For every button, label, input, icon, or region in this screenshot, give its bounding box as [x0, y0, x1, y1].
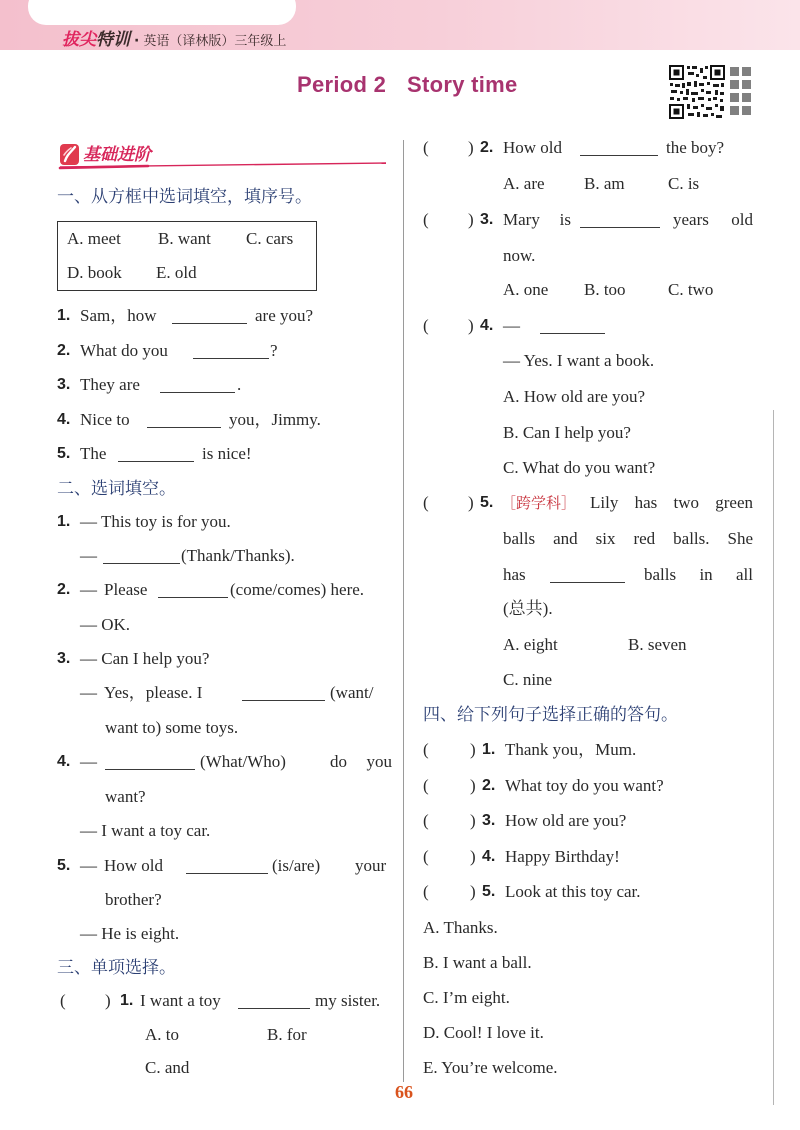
- book-subtitle: 英语（译林版）三年级上: [143, 34, 287, 49]
- p4-item1-paren-open: (: [423, 740, 429, 759]
- p1-q4-text: Nice to: [80, 410, 130, 429]
- cross-subject-tag: ［跨学科］: [501, 494, 577, 512]
- p1-q4-number: 4.: [57, 411, 71, 428]
- p1-q4-text-end: you，Jimmy.: [229, 410, 321, 429]
- p2-q4-blank: [105, 769, 195, 770]
- p4-answer-a: A. Thanks.: [423, 918, 498, 937]
- p3-q5-line4: (总共).: [503, 599, 553, 618]
- p2-q4-number: 4.: [57, 753, 71, 770]
- p3-q4-paren-open: (: [423, 316, 429, 335]
- p3-q2-text-end: the boy?: [666, 138, 725, 157]
- p3-q3-paren-open: (: [423, 210, 429, 229]
- p3-q3-paren-close: ): [468, 210, 474, 229]
- p3-q3-text-end: years old: [673, 210, 753, 229]
- p4-item2-number: 2.: [482, 777, 496, 794]
- section-badge: 基础进阶: [83, 145, 151, 165]
- p3-q5-line3-end: balls in all: [644, 565, 753, 584]
- p3-q2-option-b: B. am: [584, 174, 625, 193]
- p4-item4-paren-close: ): [470, 847, 476, 866]
- p3-q4-number: 4.: [480, 317, 494, 334]
- p3-q5-option-c: C. nine: [503, 670, 553, 689]
- part3-heading: 三、单项选择。: [57, 958, 176, 978]
- p1-q5-number: 5.: [57, 445, 71, 462]
- p3-q1-text-end: my sister.: [315, 991, 381, 1010]
- p2-q3-blank: [242, 700, 325, 701]
- part4-heading: 四、给下列句子选择正确的答句。: [423, 705, 678, 725]
- p4-answer-b: B. I want a ball.: [423, 953, 532, 972]
- p3-q1-paren-close: ): [105, 991, 111, 1010]
- p2-q3-number: 3.: [57, 650, 71, 667]
- header-title: [62, 29, 286, 53]
- p4-item3-paren-open: (: [423, 811, 429, 830]
- p3-q1-option-a: A. to: [145, 1025, 179, 1044]
- p2-q3-prompt: — Can I help you?: [80, 649, 210, 668]
- p1-q3-text: They are: [80, 375, 140, 394]
- p2-q1-choice: (Thank/Thanks).: [181, 546, 295, 565]
- p2-q4-reply: — I want a toy car.: [80, 821, 211, 840]
- p1-q3-number: 3.: [57, 376, 71, 393]
- p3-q2-text: How old: [503, 138, 563, 157]
- p1-q5-text: The: [80, 444, 107, 463]
- p1-q1-text: Sam，how: [80, 306, 157, 325]
- p4-item3-number: 3.: [482, 812, 496, 829]
- p3-q4-paren-close: ): [468, 316, 474, 335]
- header-separator: ·: [134, 33, 140, 49]
- page-number: 66: [395, 1082, 413, 1102]
- p3-q5-number: 5.: [480, 494, 494, 511]
- p2-q3-dash: —: [80, 683, 97, 702]
- p2-q5-number: 5.: [57, 857, 71, 874]
- p3-q3-number: 3.: [480, 211, 494, 228]
- p4-item3-text: How old are you?: [505, 811, 627, 830]
- p2-q1-prompt: — This toy is for you.: [80, 512, 231, 531]
- p3-q4-option-a: A. How old are you?: [503, 387, 646, 406]
- p4-item3-paren-close: ): [470, 811, 476, 830]
- p3-q3-continuation: now.: [503, 246, 536, 265]
- brand-name-dark: 特训: [96, 30, 130, 50]
- p4-item4-text: Happy Birthday!: [505, 847, 620, 866]
- p1-q5-text-end: is nice!: [202, 444, 252, 463]
- p2-q5-reply: — He is eight.: [80, 924, 180, 943]
- word-option-d: D. book: [67, 263, 122, 282]
- p4-item2-paren-open: (: [423, 776, 429, 795]
- p2-q5-choice: (is/are): [272, 856, 321, 875]
- p2-q2-number: 2.: [57, 581, 71, 598]
- part2-heading: 二、选词填空。: [57, 479, 176, 499]
- p4-item5-paren-close: ): [470, 882, 476, 901]
- p4-item4-paren-open: (: [423, 847, 429, 866]
- p3-q3-option-b: B. too: [584, 280, 626, 299]
- p4-item1-paren-close: ): [470, 740, 476, 759]
- p1-q4-blank: [147, 427, 221, 428]
- p3-q1-blank: [238, 1008, 310, 1009]
- p2-q1-dash: —: [80, 546, 97, 565]
- p3-q5-option-b: B. seven: [628, 635, 687, 654]
- p1-q2-blank: [193, 358, 269, 359]
- p2-q3-continuation: want to) some toys.: [105, 718, 239, 737]
- p4-item5-number: 5.: [482, 883, 496, 900]
- p1-q3-blank: [160, 392, 235, 393]
- p4-item5-text: Look at this toy car.: [505, 882, 641, 901]
- word-option-c: C. cars: [246, 229, 294, 248]
- column-divider: [403, 140, 404, 1082]
- scan-edge-line: [773, 410, 774, 1105]
- p2-q2-reply: — OK.: [80, 615, 131, 634]
- p3-q2-paren-close: ): [468, 138, 474, 157]
- p4-answer-d: D. Cool! I love it.: [423, 1023, 544, 1042]
- word-option-b: B. want: [158, 229, 211, 248]
- p2-q1-number: 1.: [57, 513, 71, 530]
- p1-q2-text-end: ?: [270, 341, 278, 360]
- p3-q4-option-c: C. What do you want?: [503, 458, 656, 477]
- p3-q2-number: 2.: [480, 139, 494, 156]
- brand-name-red: 拔尖: [62, 30, 96, 50]
- p1-q1-number: 1.: [57, 307, 71, 324]
- p2-q3-choice: (want/: [330, 683, 374, 702]
- p1-q1-text-end: are you?: [255, 306, 314, 325]
- p3-q5-option-a: A. eight: [503, 635, 558, 654]
- header-pill: [28, 0, 296, 25]
- p2-q2-text: Please: [104, 580, 148, 599]
- p3-q5-paren-close: ): [468, 493, 474, 512]
- p1-q2-number: 2.: [57, 342, 71, 359]
- p2-q2-blank: [158, 597, 228, 598]
- p3-q1-paren-open: (: [60, 991, 66, 1010]
- p3-q4-blank: [540, 333, 605, 334]
- page-title-period: Period 2: [297, 72, 387, 97]
- p4-item2-paren-close: ): [470, 776, 476, 795]
- p4-answer-c: C. I’m eight.: [423, 988, 510, 1007]
- p3-q2-option-c: C. is: [668, 174, 700, 193]
- p2-q5-text: How old: [104, 856, 164, 875]
- part1-heading: 一、从方框中选词填空，填序号。: [57, 187, 312, 207]
- p1-q1-blank: [172, 323, 247, 324]
- p3-q5-line2: balls and six red balls. She: [503, 529, 753, 548]
- p2-q5-blank: [186, 873, 268, 874]
- p3-q3-option-a: A. one: [503, 280, 549, 299]
- p2-q4-choice: (What/Who): [200, 752, 286, 771]
- p3-q5-paren-open: (: [423, 493, 429, 512]
- p3-q2-option-a: A. are: [503, 174, 545, 193]
- p2-q4-dash: —: [80, 752, 97, 771]
- word-option-e: E. old: [156, 263, 197, 282]
- p3-q1-option-b: B. for: [267, 1025, 307, 1044]
- word-option-a: A. meet: [67, 229, 121, 248]
- p3-q5-blank: [550, 582, 625, 583]
- p4-item1-text: Thank you，Mum.: [505, 740, 637, 759]
- p3-q2-paren-open: (: [423, 138, 429, 157]
- p2-q5-dash: —: [80, 856, 97, 875]
- p3-q3-option-c: C. two: [668, 280, 714, 299]
- p4-answer-e: E. You’re welcome.: [423, 1058, 558, 1077]
- page-title-lesson: Story time: [407, 72, 518, 97]
- p2-q2-choice: (come/comes) here.: [230, 580, 365, 599]
- p1-q5-blank: [118, 461, 194, 462]
- p1-q3-text-end: .: [237, 375, 242, 394]
- p4-item5-paren-open: (: [423, 882, 429, 901]
- badge-underline: [58, 159, 390, 171]
- p4-item2-text: What toy do you want?: [505, 776, 664, 795]
- p3-q5-line3-start: has: [503, 565, 526, 584]
- p3-q4-reply: — Yes. I want a book.: [503, 351, 655, 370]
- p2-q2-dash: —: [80, 580, 97, 599]
- p3-q1-text: I want a toy: [140, 991, 221, 1010]
- p1-q2-text: What do you: [80, 341, 168, 360]
- p2-q5-continuation: brother?: [105, 890, 162, 909]
- p2-q1-blank: [103, 563, 180, 564]
- p2-q3-text: Yes，please. I: [104, 683, 203, 702]
- p3-q1-option-c: C. and: [145, 1058, 190, 1077]
- p3-q3-text: Mary is: [503, 210, 571, 229]
- p3-q4-dash: —: [503, 316, 520, 335]
- p3-q1-number: 1.: [120, 992, 134, 1009]
- p3-q3-blank: [580, 227, 660, 228]
- p4-item1-number: 1.: [482, 741, 496, 758]
- p4-item4-number: 4.: [482, 848, 496, 865]
- p3-q5-line1: Lily has two green: [590, 493, 753, 512]
- p2-q4-text-end: do you: [330, 752, 392, 771]
- header-banner: [0, 0, 800, 50]
- p2-q5-text-end: your: [355, 856, 387, 875]
- p2-q4-continuation: want?: [105, 787, 146, 806]
- p3-q4-option-b: B. Can I help you?: [503, 423, 631, 442]
- p3-q2-blank: [580, 155, 658, 156]
- qr-code-icon: [668, 64, 754, 122]
